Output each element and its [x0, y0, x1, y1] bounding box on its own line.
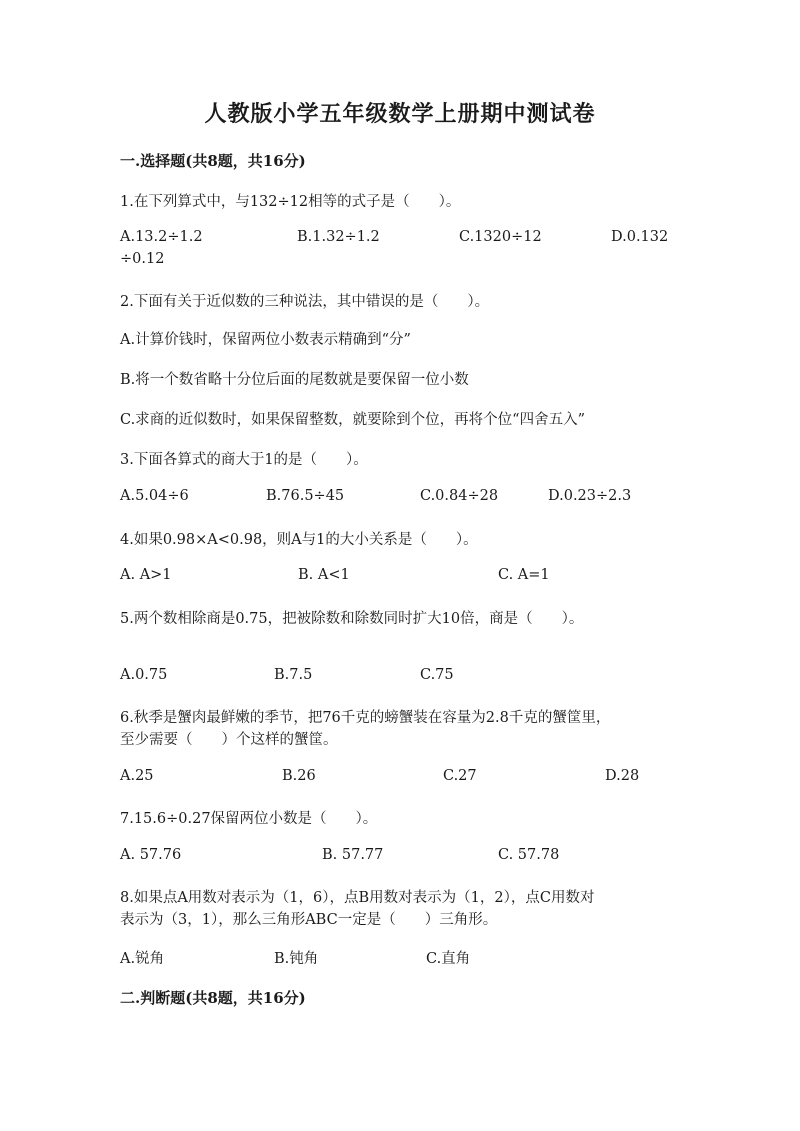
question-2-option-a: A.计算价钱时，保留两位小数表示精确到“分” — [120, 332, 411, 348]
question-2-option-b: B.将一个数省略十分位后面的尾数就是要保留一位小数 — [120, 372, 469, 388]
question-7-option-b: B. 57.77 — [322, 847, 384, 863]
question-1-option-b: B.1.32÷1.2 — [297, 229, 380, 245]
question-6-stem-line-2: 至少需要（ ）个这样的蟹筐。 — [120, 732, 338, 748]
question-6-option-b: B.26 — [282, 768, 316, 784]
question-3-option-a: A.5.04÷6 — [120, 488, 189, 504]
question-6-option-c: C.27 — [443, 768, 477, 784]
question-3-option-c: C.0.84÷28 — [420, 488, 499, 504]
question-3-option-d: D.0.23÷2.3 — [548, 488, 632, 504]
question-1-option-c: C.1320÷12 — [459, 229, 542, 245]
question-2-stem: 2.下面有关于近似数的三种说法，其中错误的是（ ）。 — [120, 294, 490, 310]
question-5-option-a: A.0.75 — [120, 667, 168, 683]
question-1-option-d-wrap: ÷0.12 — [120, 251, 165, 267]
question-5-option-b: B.7.5 — [274, 667, 313, 683]
question-3-option-b: B.76.5÷45 — [266, 488, 345, 504]
question-2-option-c: C.求商的近似数时，如果保留整数，就要除到个位，再将个位“四舍五入” — [120, 412, 586, 428]
question-7-option-c: C. 57.78 — [498, 847, 560, 863]
question-7-option-a: A. 57.76 — [120, 847, 182, 863]
question-8-option-a: A.锐角 — [120, 951, 165, 967]
question-1-option-d: D.0.132 — [611, 229, 669, 245]
question-1-option-a: A.13.2÷1.2 — [120, 229, 203, 245]
question-3-stem: 3.下面各算式的商大于1的是（ ）。 — [120, 452, 368, 468]
section-heading-choice: 一.选择题(共8题，共16分) — [120, 152, 306, 170]
section-heading-true-false: 二.判断题(共8题，共16分) — [120, 989, 306, 1007]
question-4-option-a: A. A>1 — [120, 567, 172, 583]
question-7-stem: 7.15.6÷0.27保留两位小数是（ ）。 — [120, 811, 378, 827]
question-8-option-c: C.直角 — [426, 951, 471, 967]
question-1-stem: 1.在下列算式中，与132÷12相等的式子是（ ）。 — [120, 194, 461, 210]
question-8-option-b: B.钝角 — [274, 951, 319, 967]
page-title: 人教版小学五年级数学上册期中测试卷 — [204, 101, 596, 127]
question-8-stem-line-2: 表示为（3，1），那么三角形ABC一定是（ ）三角形。 — [120, 912, 498, 928]
question-8-stem-line-1: 8.如果点A用数对表示为（1，6），点B用数对表示为（1，2），点C用数对 — [120, 890, 595, 906]
question-5-option-c: C.75 — [420, 667, 454, 683]
question-4-option-c: C. A=1 — [498, 567, 550, 583]
question-5-stem: 5.两个数相除商是0.75，把被除数和除数同时扩大10倍，商是（ ）。 — [120, 611, 584, 627]
question-6-option-a: A.25 — [120, 768, 154, 784]
question-6-option-d: D.28 — [605, 768, 640, 784]
question-4-option-b: B. A<1 — [298, 567, 350, 583]
question-6-stem-line-1: 6.秋季是蟹肉最鲜嫩的季节，把76千克的螃蟹装在容量为2.8千克的蟹筐里， — [120, 710, 611, 726]
question-4-stem: 4.如果0.98×A<0.98，则A与1的大小关系是（ ）。 — [120, 532, 478, 548]
